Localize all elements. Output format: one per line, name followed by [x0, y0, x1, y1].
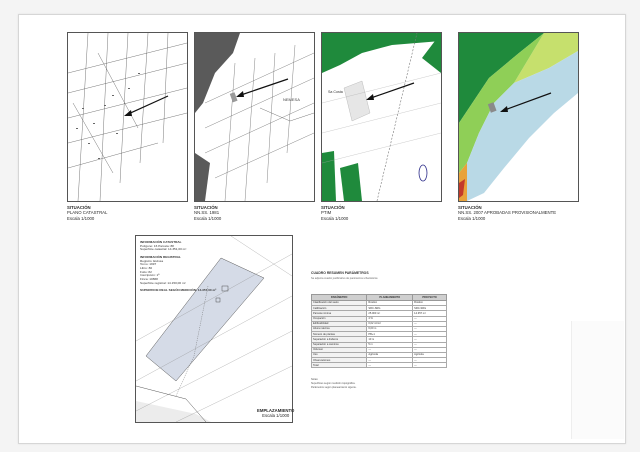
caption-line-1: SITUACIÓN [194, 205, 218, 210]
table-cell: Agrícola [367, 352, 413, 357]
info-line: Finca: 10868 [140, 277, 158, 282]
table-cell: 14.357 m² [413, 311, 447, 316]
col-header: PARÁMETRO [312, 295, 367, 301]
drawing-sheet [18, 14, 626, 444]
table-cell: SRC-SRG [367, 306, 413, 311]
info-line: SUPERFICIE REAL SEGÚN MEDICIÓN: 14.357,00 m² [140, 288, 217, 293]
caption-line-3: Escala 1/1000 [67, 215, 95, 221]
caption-line-2: NN.SS. 2007 APROBADAS PROVISIONALMENTE [458, 210, 557, 216]
table-cell: — [413, 363, 447, 368]
summary-table [311, 294, 447, 368]
col-header: PLANEAMIENTO [367, 295, 413, 301]
table-cell: 6,00 m [367, 326, 413, 331]
table-cell: Clasificación del suelo [312, 301, 367, 306]
table-cell: 0,02 m²/m² [367, 321, 413, 326]
caption-line-1: SITUACIÓN [67, 205, 91, 210]
table-cell: — [413, 332, 447, 337]
note-line: Superficies según medición topográfica. [311, 382, 356, 385]
table-cell: Separación a caminos [312, 342, 367, 347]
caption-nnss-2007 [458, 205, 556, 221]
caption-line-2: PLANO CATASTRAL [67, 210, 108, 216]
info-line: Registro: Eivissa [140, 258, 164, 263]
map-panel-nnss-2007 [458, 32, 579, 202]
table-cell: Número de plantas [312, 332, 367, 337]
table-cell: — [413, 342, 447, 347]
table-cell: — [413, 337, 447, 342]
caption-emplazamiento [257, 408, 294, 419]
table-cell: Total [312, 363, 367, 368]
table-cell: Agrícola [413, 352, 447, 357]
info-line: Inscripción: 1ª [140, 273, 160, 278]
info-line: Superficie registral: 14.150,00 m² [140, 280, 186, 285]
parcel-info-box [140, 241, 216, 293]
caption-line-2: Escala 1/1000 [262, 413, 290, 419]
faded-margin-area [571, 321, 624, 439]
summary-notes [311, 378, 357, 390]
table-cell: 25.000 m² [367, 311, 413, 316]
summary-subtitle: Se adjunta cuadro justificativo de parámetros urbanísticos [311, 277, 378, 280]
parameters-summary [311, 271, 451, 411]
table-cell: — [413, 358, 447, 363]
caption-ptim [321, 205, 348, 221]
caption-line-3: Escala 1/1000 [458, 215, 486, 221]
caption-catastral [67, 205, 107, 221]
table-cell: — [413, 316, 447, 321]
caption-line-1: EMPLAZAMIENTO [257, 408, 295, 413]
table-cell: 4 % [367, 316, 413, 321]
table-cell: PB+1 [367, 332, 413, 337]
info-line: INFORMACIÓN REGISTRAL [140, 254, 181, 259]
table-cell: Volumen [312, 347, 367, 352]
table-cell: — [367, 358, 413, 363]
table-cell: — [413, 347, 447, 352]
summary-title: CUADRO RESUMEN PARÁMETROS [311, 271, 369, 275]
map-label-nemesa: NEMESA [283, 97, 300, 102]
caption-line-2: NN.SS. 1981 [194, 210, 220, 216]
table-cell: Separación a linderos [312, 337, 367, 342]
info-line: Libro: 80 [140, 265, 153, 270]
table-cell: Observaciones [312, 358, 367, 363]
caption-line-2: PTIM [321, 210, 332, 216]
table-cell: 10 m [367, 337, 413, 342]
note-line: Parámetros según planeamiento vigente. [311, 386, 357, 389]
caption-line-1: SITUACIÓN [458, 205, 482, 210]
info-line: Polígono: 16 Parcela: 88 [140, 243, 174, 248]
note-line: Notas: [311, 378, 319, 381]
table-cell: Parcela mínima [312, 311, 367, 316]
map-label-sa-costa: Sa Costa [328, 90, 343, 94]
info-line: INFORMACIÓN CATASTRAL [140, 240, 182, 244]
map-panel-nnss-1981 [194, 32, 315, 202]
table-cell: Altura máxima [312, 326, 367, 331]
table-cell: — [413, 321, 447, 326]
table-cell: 5 m [367, 342, 413, 347]
table-cell: — [367, 347, 413, 352]
caption-line-3: Escala 1/1000 [321, 215, 349, 221]
info-line: Folio: 82 [140, 269, 152, 274]
table-cell: Ocupación [312, 316, 367, 321]
table-cell: — [413, 326, 447, 331]
col-header: PROYECTO [413, 295, 447, 301]
caption-line-1: SITUACIÓN [321, 205, 345, 210]
info-line: Tomo: 1997 [140, 262, 157, 267]
table-cell: — [367, 363, 413, 368]
caption-line-3: Escala 1/1000 [194, 215, 222, 221]
table-cell: Rústico [413, 301, 447, 306]
table-cell: Calificación [312, 306, 367, 311]
map-panel-catastral [67, 32, 188, 202]
caption-nnss-1981 [194, 205, 221, 221]
map-panel-ptim [321, 32, 442, 202]
table-cell: Edificabilidad [312, 321, 367, 326]
table-cell: Uso [312, 352, 367, 357]
table-row [312, 363, 447, 368]
table-cell: SRC-SRG [413, 306, 447, 311]
table-cell: Rústico [367, 301, 413, 306]
info-line: Superficie catastral: 14.351,00 m² [140, 247, 187, 252]
